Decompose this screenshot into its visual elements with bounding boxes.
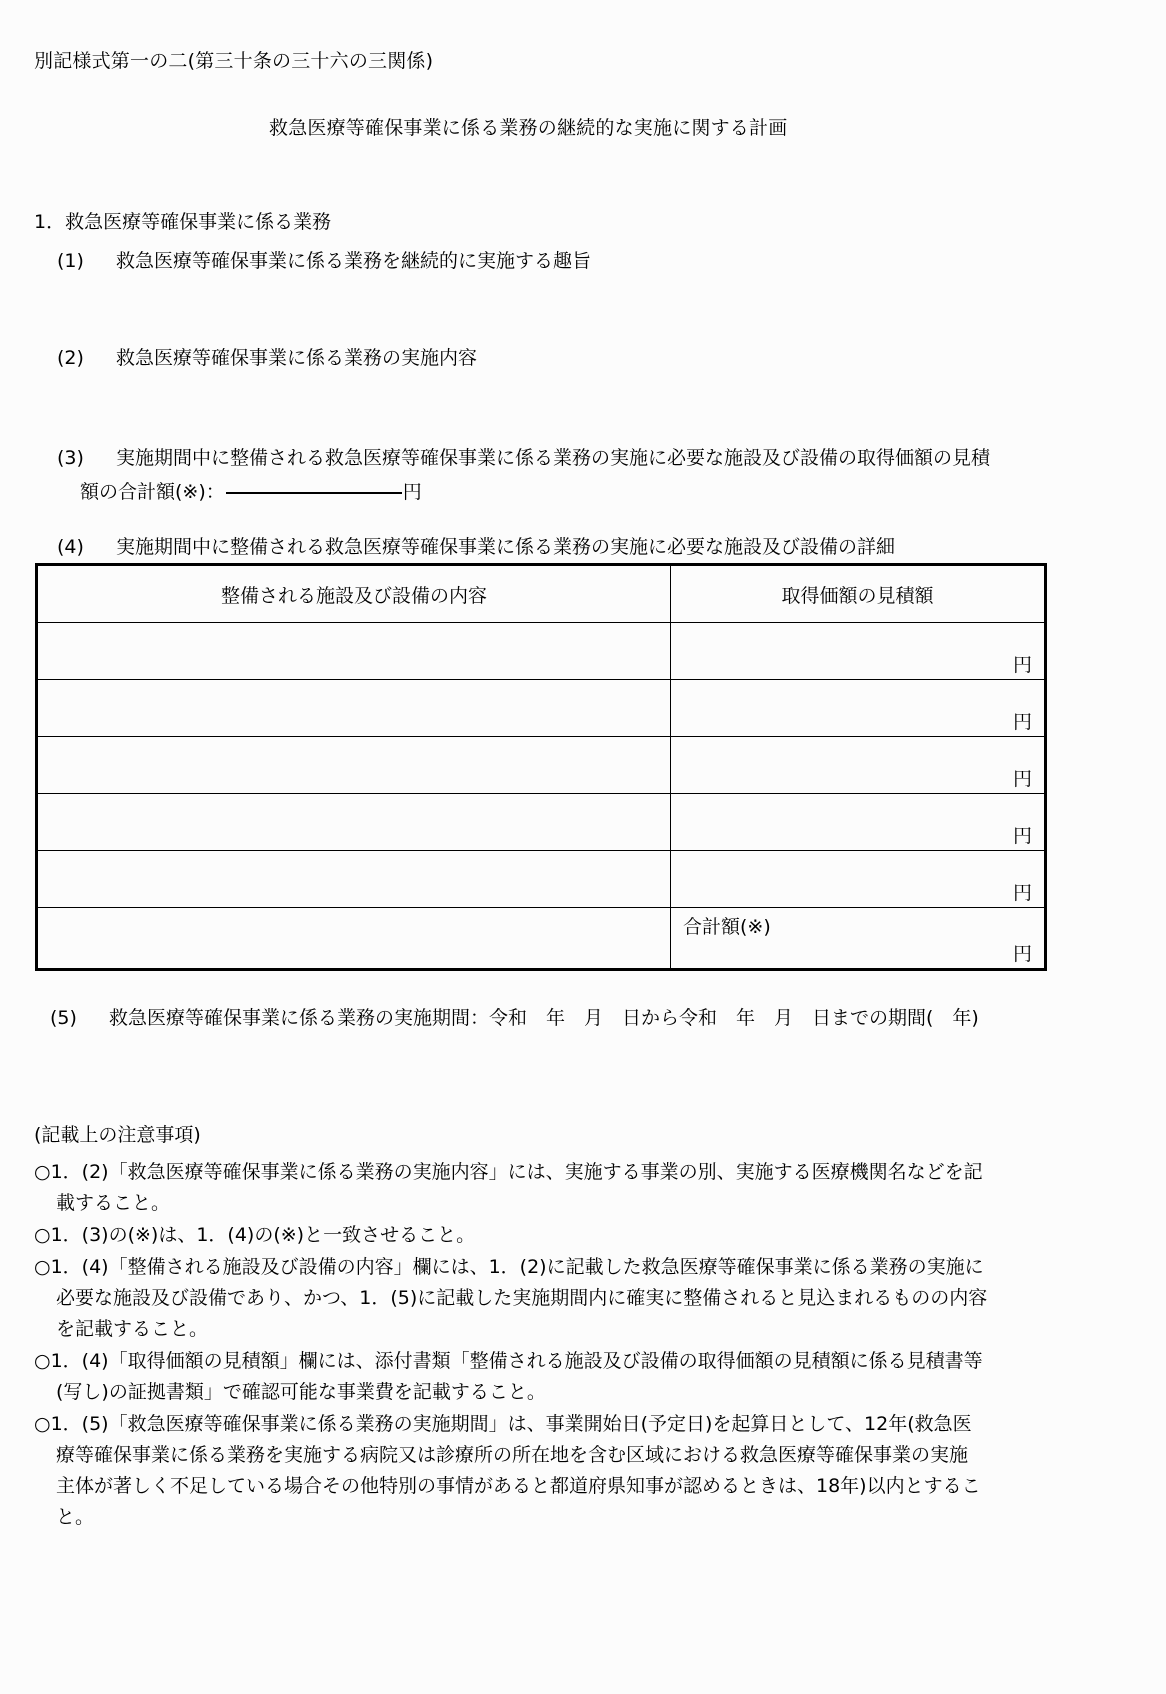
section-item-3-line1: [57, 443, 990, 470]
section-item-1: [57, 246, 591, 273]
table-header-content: 整備される施設及び設備の内容: [37, 565, 671, 623]
table-row[interactable]: [37, 680, 1046, 737]
note-line: ○1．(5)「救急医療等確保事業に係る業務の実施期間」は、事業開始日(予定日)を起算日として、12年(救急医: [34, 1413, 972, 1435]
item-1-text: 救急医療等確保事業に係る業務を継続的に実施する趣旨: [116, 250, 592, 272]
item-3-number: (3): [57, 447, 84, 469]
table-row[interactable]: [37, 737, 1046, 794]
total-row-yen-unit: 円: [1012, 943, 1032, 965]
section-item-5: [50, 1003, 979, 1030]
item-1-number: (1): [57, 250, 84, 272]
item-2-text: 救急医療等確保事業に係る業務の実施内容: [116, 347, 478, 369]
item-3-text-line1: 実施期間中に整備される救急医療等確保事業に係る業務の実施に必要な施設及び設備の取得価額の見積: [116, 447, 991, 469]
note-line: (写し)の証拠書類」で確認可能な事業費を記載すること。: [56, 1381, 546, 1403]
row-content-cell-2[interactable]: [37, 680, 671, 737]
item-3-total-label: 額の合計額(※)：: [80, 481, 225, 503]
table-header-amount: 取得価額の見積額: [671, 565, 1046, 623]
section-item-2: [57, 343, 477, 370]
item-3-yen-unit: 円: [402, 481, 422, 503]
note-line: 主体が著しく不足している場合その他特別の事情があると都道府県知事が認めるときは、18年)以内とするこ: [56, 1475, 981, 1497]
note-item: [34, 1220, 1134, 1251]
total-amount-blank-field[interactable]: [226, 492, 402, 494]
note-line: ○1．(3)の(※)は、1．(4)の(※)と一致させること。: [34, 1224, 476, 1246]
row-content-cell-3[interactable]: [37, 737, 671, 794]
row-amount-cell-2[interactable]: 円: [671, 680, 1046, 737]
document-title: 救急医療等確保事業に係る業務の継続的な実施に関する計画: [269, 117, 788, 139]
note-line: ○1．(4)「取得価額の見積額」欄には、添付書類「整備される施設及び設備の取得価額の見積額に係る見積書等: [34, 1350, 983, 1372]
note-line: と。: [56, 1506, 95, 1528]
table-total-row[interactable]: [37, 908, 1046, 970]
note-line: 必要な施設及び設備であり、かつ、1．(5)に記載した実施期間内に確実に整備されると見込まれるものの内容: [56, 1287, 988, 1309]
note-line: 療等確保事業に係る業務を実施する病院又は診療所の所在地を含む区域における救急医療等確保事業の実施: [56, 1444, 969, 1466]
item-2-number: (2): [57, 347, 84, 369]
row-amount-cell-1[interactable]: 円: [671, 623, 1046, 680]
table-row[interactable]: [37, 623, 1046, 680]
note-item: [34, 1409, 1134, 1533]
item-5-number: (5): [50, 1007, 77, 1029]
row-amount-cell-5[interactable]: 円: [671, 851, 1046, 908]
notes-title: (記載上の注意事項): [34, 1124, 201, 1146]
row-amount-cell-4[interactable]: 円: [671, 794, 1046, 851]
form-number: 別記様式第一の二(第三十条の三十六の三関係): [34, 50, 434, 72]
total-row-amount-cell[interactable]: [671, 908, 1046, 970]
note-line: ○1．(4)「整備される施設及び設備の内容」欄には、1．(2)に記載した救急医療等確保事業に係る業務の実施に: [34, 1256, 984, 1278]
total-row-label: 合計額(※): [683, 916, 771, 938]
table-header-row: [37, 565, 1046, 623]
note-item: [34, 1252, 1134, 1345]
section-item-3-line2: [80, 477, 422, 504]
table-row[interactable]: [37, 794, 1046, 851]
item-5-text: 救急医療等確保事業に係る業務の実施期間：令和 年 月 日から令和 年 月 日までの期間( 年): [109, 1007, 979, 1029]
item-4-text: 実施期間中に整備される救急医療等確保事業に係る業務の実施に必要な施設及び設備の詳細: [116, 536, 896, 558]
row-content-cell-5[interactable]: [37, 851, 671, 908]
table-row[interactable]: [37, 851, 1046, 908]
note-line: 載すること。: [56, 1192, 171, 1214]
section-item-4: [57, 532, 895, 559]
row-content-cell-4[interactable]: [37, 794, 671, 851]
notes-section: [34, 1120, 1134, 1534]
row-content-cell-1[interactable]: [37, 623, 671, 680]
total-row-content-cell[interactable]: [37, 908, 671, 970]
note-line: を記載すること。: [56, 1318, 209, 1340]
note-item: [34, 1346, 1134, 1408]
note-item: [34, 1157, 1134, 1219]
item-4-number: (4): [57, 536, 84, 558]
row-amount-cell-3[interactable]: 円: [671, 737, 1046, 794]
note-line: ○1．(2)「救急医療等確保事業に係る業務の実施内容」には、実施する事業の別、実施する医療機関名などを記: [34, 1161, 983, 1183]
facility-detail-table: [35, 563, 1047, 971]
section-1-heading: 1．救急医療等確保事業に係る業務: [34, 211, 332, 233]
